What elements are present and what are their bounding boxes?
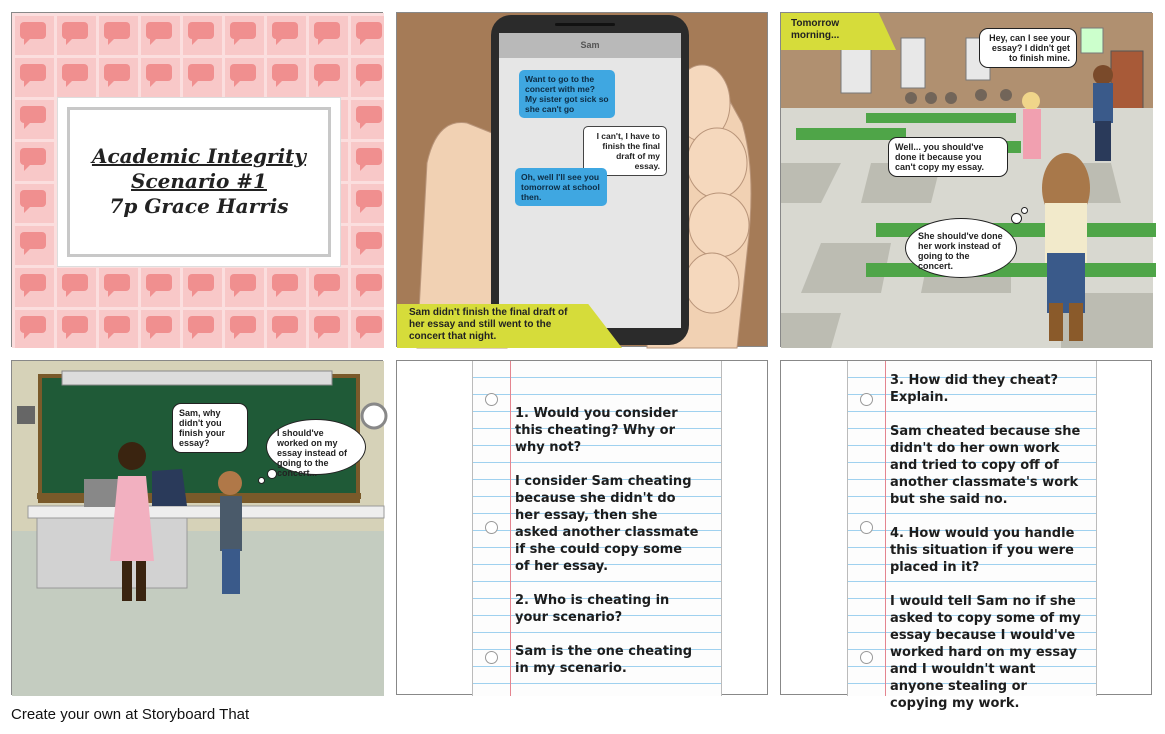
thought-bubble-friend: She should've done her work instead of going to the concert.	[905, 218, 1017, 278]
caption-text: Tomorrow morning...	[791, 18, 840, 41]
hole-punch	[485, 651, 498, 664]
speech-bubble-sam: Hey, can I see your essay? I didn't get to finish mine.	[979, 28, 1077, 68]
notebook-text: 1. Would you consider this cheating? Why or why not? I consider Sam cheating because she didn't do her essay, then she asked another classmate if she could copy some of her essay. 2. Who is cheating in your scenario? Sam is the one cheating in my scenario.	[515, 406, 699, 676]
sms-bubble-outgoing: I can't, I have to finish the final draft of my essay.	[583, 126, 667, 176]
hole-punch	[485, 393, 498, 406]
hole-punch	[860, 651, 873, 664]
title-line-2: Scenario #1	[131, 169, 267, 193]
thought-dot-1	[267, 469, 277, 479]
panel-1-title	[11, 12, 383, 347]
thought-dot-2	[258, 477, 265, 484]
panel-3-cafeteria	[780, 12, 1152, 347]
thought-bubble-sam: I should've worked on my essay instead of going to the concert...	[266, 419, 366, 475]
phone-speaker	[555, 23, 615, 26]
margin-line	[510, 361, 511, 696]
title-line-3: 7p Grace Harris	[109, 194, 289, 218]
speech-bubble-teacher: Sam, why didn't you finish your essay?	[172, 403, 248, 453]
title-card	[58, 98, 340, 266]
phone-header: Sam	[499, 33, 681, 58]
sms-bubble-incoming-1: Want to go to the concert with me? My sister got sick so she can't go	[519, 70, 615, 118]
cafeteria-scene	[781, 13, 1153, 348]
hole-punch	[860, 393, 873, 406]
hole-punch	[485, 521, 498, 534]
panel-2-text-message	[396, 12, 768, 347]
panel-6-notebook	[780, 360, 1152, 711]
title-line-1: Academic Integrity	[91, 144, 307, 168]
thought-dot-1	[1011, 213, 1022, 224]
student-blonde	[1022, 92, 1041, 159]
thought-dot-2	[1021, 207, 1028, 214]
notebook-text: 3. How did they cheat? Explain. Sam cheated because she didn't do her own work and tried to copy off of another classmate's work but she said no. 4. How would you handle this situation if you were placed in it? I would tell Sam no if she asked to copy some of my essay because I would've worked hard on my essay and I wouldn't want anyone stealing or copying my work.	[890, 373, 1081, 711]
hole-punch	[860, 521, 873, 534]
speech-bubble-friend: Well... you should've done it because you can't copy my essay.	[888, 137, 1008, 177]
footer-link[interactable]: Create your own at Storyboard That	[11, 706, 250, 723]
student-sam	[1093, 65, 1113, 161]
panel-4-classroom	[11, 360, 383, 695]
margin-line	[885, 361, 886, 696]
caption-text: Sam didn't finish the final draft of her essay and still went to the concert that night.	[409, 307, 568, 342]
student-foreground	[1042, 153, 1090, 341]
sms-bubble-incoming-2: Oh, well I'll see you tomorrow at school then.	[515, 168, 607, 206]
panel-5-notebook	[396, 360, 768, 695]
